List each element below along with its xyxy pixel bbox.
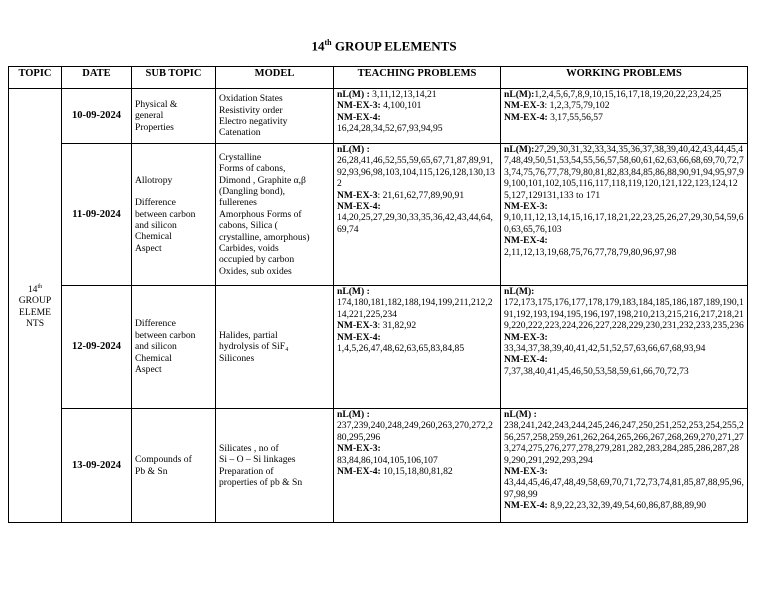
working-line	[504, 235, 744, 246]
problem-numbers: 4,100,101	[380, 100, 422, 112]
problem-numbers: 26,28,41,46,52,55,59,65,67,71,87,89,91,92,93,96,98,103,104,115,126,128,130,132	[337, 155, 495, 190]
problem-label: NM-EX-3:	[504, 331, 548, 343]
teaching-line	[337, 420, 497, 443]
problem-label: NM-EX-3	[337, 320, 378, 332]
problem-label: nL(M) :	[504, 409, 537, 420]
header-teaching: TEACHING PROBLEMS	[334, 67, 501, 89]
teaching-line	[337, 297, 497, 320]
problem-label: NM-EX-3	[504, 100, 545, 112]
model-line: cabons, Silica (	[219, 220, 278, 232]
working-line	[504, 477, 744, 500]
teaching-line	[337, 286, 497, 297]
topic-number: 14	[27, 283, 38, 295]
teaching-line	[337, 332, 497, 343]
topic-line: NTS	[25, 318, 45, 329]
working-line	[504, 297, 744, 331]
header-topic: TOPIC	[9, 67, 62, 89]
problem-label: nL(M):	[504, 89, 535, 100]
table-row	[9, 286, 748, 409]
working-line	[504, 366, 744, 377]
problem-label: NM-EX-4:	[504, 111, 548, 123]
working-line	[504, 409, 744, 420]
teaching-line	[337, 190, 497, 201]
problem-numbers: 1,4,5,26,47,48,62,63,65,83,84,85	[337, 343, 465, 355]
teaching-line	[337, 201, 497, 212]
problem-label: nL(M) :	[337, 286, 370, 297]
model-line: Silicates , no of	[219, 442, 279, 454]
working-line	[504, 89, 744, 100]
model-line: (Dangling bond),	[219, 185, 286, 197]
working-cell	[501, 89, 748, 144]
model-cell	[216, 89, 334, 144]
problem-label: NM-EX-3	[337, 189, 378, 201]
problem-numbers: 43,44,45,46,47,48,49,58,69,70,71,72,73,74,81,85,87,88,95,96,97,98,99	[504, 477, 744, 500]
header-date: DATE	[62, 67, 132, 89]
problem-numbers: : 31,82,92	[377, 320, 417, 332]
teaching-line	[337, 212, 497, 235]
model-line: fullerenes	[219, 197, 257, 209]
model-cell	[216, 286, 334, 409]
header-row	[9, 67, 748, 89]
working-line	[504, 212, 744, 235]
teaching-line	[337, 123, 497, 134]
table-row	[9, 409, 748, 523]
problem-numbers: 1,2,4,5,6,7,8,9,10,15,16,17,18,19,20,22,23,24,25	[534, 89, 722, 100]
topic-cell	[9, 89, 62, 523]
teaching-line	[337, 144, 497, 155]
model-line: Halides, partial	[219, 329, 278, 341]
subtopic-cell	[132, 89, 216, 144]
problem-numbers: 174,180,181,182,188,194,199,211,212,214,221,225,234	[337, 297, 493, 320]
subtopic-line: Chemical	[135, 231, 172, 243]
subtopic-line: between carbon	[135, 208, 196, 220]
topic-line	[12, 282, 58, 296]
subtopic-line: Chemical	[135, 352, 172, 364]
subtopic-cell	[132, 286, 216, 409]
model-cell	[216, 409, 334, 523]
date-cell: 11-09-2024	[62, 144, 132, 286]
date-cell: 13-09-2024	[62, 409, 132, 523]
teaching-line	[337, 466, 497, 477]
working-line	[504, 332, 744, 343]
teaching-line	[337, 100, 497, 111]
header-working: WORKING PROBLEMS	[501, 67, 748, 89]
subtopic-line: and silicon	[135, 341, 177, 353]
teaching-line	[337, 89, 497, 100]
problem-numbers: 16,24,28,34,52,67,93,94,95	[337, 123, 443, 135]
working-line	[504, 100, 744, 111]
working-line	[504, 247, 744, 258]
subtopic-line: and silicon	[135, 220, 177, 231]
subtopic-line: between carbon	[135, 329, 196, 341]
header-model: MODEL	[216, 67, 334, 89]
teaching-cell	[334, 286, 501, 409]
working-line	[504, 343, 744, 354]
problem-label: NM-EX-4:	[337, 331, 381, 343]
problem-numbers: 3,11,12,13,14,21	[369, 89, 437, 100]
model-line: Silicones	[219, 352, 255, 364]
teaching-line	[337, 455, 497, 466]
model-cell	[216, 144, 334, 286]
problem-numbers: 27,29,30,31,32,33,34,35,36,37,38,39,40,42,43,44,45,47,48,49,50,51,53,54,55,56,57,58,60,61,62,63,66,68,69,70,72,73,74,75,76,77,78,79,80,81,82,83,84,85,86,88,90,91,94,95,97,99,100,101,102,105,116,117,118,119,120,121,122,123,124,125,127,129131,133 to 171	[504, 144, 744, 201]
problem-numbers: 7,37,38,40,41,45,46,50,53,58,59,61,66,70,72,73	[504, 365, 689, 377]
teaching-line	[337, 343, 497, 354]
problem-numbers: : 1,2,3,75,79,102	[544, 100, 610, 112]
problem-numbers: 237,239,240,248,249,260,263,270,272,280,295,296	[337, 420, 493, 443]
teaching-line	[337, 112, 497, 123]
teaching-cell	[334, 89, 501, 144]
topic-sup: th	[37, 283, 43, 290]
subtopic-line: Difference	[135, 318, 176, 330]
problem-numbers: 9,10,11,12,13,14,15,16,17,18,21,22,23,25,26,27,29,30,54,59,60,63,65,76,103	[504, 212, 744, 235]
problem-label: NM-EX-3:	[337, 100, 381, 112]
table-row	[9, 144, 748, 286]
subtopic-line: Pb & Sn	[135, 465, 168, 477]
problem-label: NM-EX-4:	[504, 354, 548, 366]
subtopic-cell	[132, 409, 216, 523]
problem-label: NM-EX-3:	[337, 443, 381, 455]
problem-label: NM-EX-3:	[504, 466, 548, 478]
problem-numbers: 238,241,242,243,244,245,246,247,250,251,252,253,254,255,256,257,258,259,261,262,264,265,266,267,268,269,270,271,273,274,275,276,277,278,279,281,282,283,284,285,286,287,289,290,291,292,293,294	[504, 420, 744, 466]
working-line	[504, 500, 744, 511]
problem-numbers: 172,173,175,176,177,178,179,183,184,185,186,187,189,190,191,192,193,194,195,196,197,198,210,213,215,216,217,218,219,220,222,223,224,226,227,228,229,230,231,232,233,235,236	[504, 297, 744, 332]
working-line	[504, 201, 744, 212]
model-line: Forms of cabons,	[219, 163, 286, 175]
working-cell	[501, 144, 748, 286]
problem-label: NM-EX-4:	[337, 466, 381, 478]
subtopic-line: Aspect	[135, 242, 162, 254]
header-subtopic: SUB TOPIC	[132, 67, 216, 89]
teaching-line	[337, 443, 497, 454]
subtopic-line: general	[135, 110, 164, 122]
problem-label: NM-EX-4:	[337, 201, 381, 213]
model-line: Catenation	[219, 127, 261, 139]
working-cell	[501, 409, 748, 523]
problem-label: NM-EX-3:	[504, 201, 548, 213]
model-line: Oxides, sub oxides	[219, 265, 292, 277]
subtopic-line: Properties	[135, 121, 174, 133]
problem-numbers: : 21,61,62,77,89,90,91	[377, 189, 465, 201]
problem-label: NM-EX-4:	[337, 111, 381, 123]
model-line: Preparation of	[219, 465, 274, 477]
teaching-cell	[334, 144, 501, 286]
model-line: Amorphous Forms of	[219, 208, 302, 220]
problem-label: NM-EX-4:	[504, 500, 548, 512]
model-line: Dimond , Graphite α,β	[219, 174, 306, 186]
problem-label: nL(M):	[504, 286, 535, 297]
problem-label: nL(M):	[504, 144, 535, 155]
working-line	[504, 112, 744, 123]
problem-numbers: 14,20,25,27,29,30,33,35,36,42,43,44,64,69,74	[337, 212, 493, 235]
model-line: crystalline, amorphous)	[219, 231, 310, 243]
subtopic-line: Physical &	[135, 98, 178, 110]
model-line: Carbides, voids	[219, 243, 279, 255]
working-line	[504, 286, 744, 297]
problem-label: nL(M) :	[337, 89, 370, 100]
problem-label: nL(M) :	[337, 409, 370, 420]
teaching-cell	[334, 409, 501, 523]
working-line	[504, 354, 744, 365]
model-line: Electro negativity	[219, 116, 288, 127]
problem-numbers: 33,34,37,38,39,40,41,42,51,52,57,63,66,67,68,93,94	[504, 343, 706, 355]
working-line	[504, 420, 744, 466]
problem-numbers: 3,17,55,56,57	[547, 111, 603, 123]
date-cell: 10-09-2024	[62, 89, 132, 144]
model-line: Oxidation States	[219, 93, 283, 105]
problem-label: NM-EX-4:	[504, 235, 548, 247]
problem-numbers: 10,15,18,80,81,82	[380, 466, 453, 478]
problem-label: nL(M) :	[337, 144, 370, 155]
date-cell: 12-09-2024	[62, 286, 132, 409]
subtopic-line: Difference	[135, 197, 176, 209]
subtopic-line: Aspect	[135, 364, 162, 376]
spacer	[135, 186, 212, 197]
model-line: occupied by carbon	[219, 254, 295, 266]
subtopic-line: Allotropy	[135, 174, 173, 186]
model-line: Crystalline	[219, 151, 262, 163]
topic-line: GROUP	[18, 295, 52, 307]
teaching-line	[337, 409, 497, 420]
model-line: Si – O – Si linkages	[219, 454, 296, 466]
working-cell	[501, 286, 748, 409]
teaching-line	[337, 155, 497, 189]
model-line: Resistivity order	[219, 104, 283, 116]
problem-numbers: 2,11,12,13,19,68,75,76,77,78,79,80,96,97,98	[504, 246, 677, 258]
teaching-line	[337, 320, 497, 331]
problem-numbers: 8,9,22,23,32,39,49,54,60,86,87,88,89,90	[547, 500, 706, 512]
problem-numbers: 83,84,86,104,105,106,107	[337, 454, 438, 466]
schedule-table	[8, 66, 748, 523]
working-line	[504, 144, 744, 201]
page-title: 14th GROUP ELEMENTS	[311, 38, 457, 54]
model-line: hydrolysis of SiF₄	[219, 341, 289, 353]
subtopic-line: Compounds of	[135, 454, 192, 466]
working-line	[504, 466, 744, 477]
model-line: properties of pb & Sn	[219, 476, 303, 488]
topic-line: ELEME	[19, 306, 51, 318]
subtopic-cell	[132, 144, 216, 286]
table-row	[9, 89, 748, 144]
